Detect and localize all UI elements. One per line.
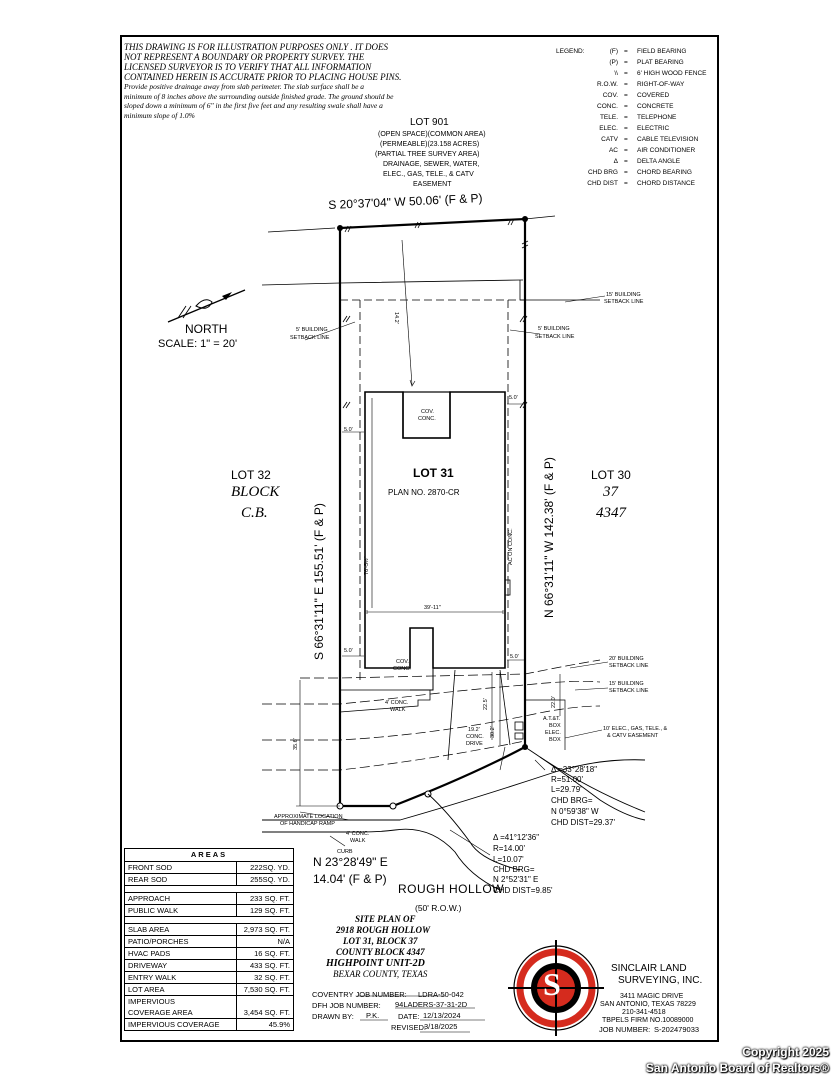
areas-label: ENTRY WALK [125,972,237,983]
street-row: (50' R.O.W.) [415,903,462,913]
lot-901-desc: DRAINAGE, SEWER, WATER, [383,161,480,168]
areas-label: PUBLIC WALK [125,905,237,916]
areas-label: REAR SOD [125,874,237,885]
easement-label: & CATV EASEMENT [607,733,659,739]
ramp-label: APPROXIMATE LOCATION [274,814,343,820]
areas-value: 7,530 SQ. FT. [243,985,290,994]
lot-901-desc: EASEMENT [413,181,452,188]
legend-equals: = [624,81,628,88]
legend-value: CHORD BEARING [637,169,692,176]
copyright-line: Copyright 2025 [742,1045,829,1059]
siteplan-address: 2918 ROUGH HOLLOW [336,925,430,935]
areas-row [125,936,293,948]
job-number-value: S-202479033 [654,1025,700,1034]
legend-value: DELTA ANGLE [637,158,681,165]
areas-label: IMPERVIOUS COVERAGE [125,1019,237,1030]
areas-gap [125,917,293,924]
street-name: ROUGH HOLLOW [398,882,505,896]
cov-conc-label: COV. [421,409,434,415]
curve1-delta: Δ =33°28'18" [551,765,598,774]
areas-row [125,905,293,917]
firm-phone: 210-341-4518 [622,1009,666,1016]
drive-label: DRIVE [466,741,483,747]
areas-row [125,874,293,886]
curve2-radius: R=14.00' [493,844,525,853]
curve1-chord-distance: CHD DIST=29.37' [551,818,615,827]
areas-row [125,972,293,984]
areas-value: 2,973 SQ. FT. [243,925,290,934]
lot-901-desc: (PARTIAL TREE SURVEY AREA) [375,151,480,158]
areas-row [125,948,293,960]
areas-label: APPROACH [125,893,237,904]
setback-label: 5' BUILDING [538,326,570,332]
legend-equals: = [624,180,628,187]
areas-table [124,848,294,1031]
block-label: BLOCK [231,484,280,500]
lot-901-title: LOT 901 [410,117,449,128]
legend-equals: = [624,103,628,110]
legend-key: (F) [609,48,618,55]
copyright-watermark [646,1044,829,1076]
bearing-bottom: N 23°28'49" E [313,855,388,869]
siteplan-county-block: COUNTY BLOCK 4347 [336,947,425,957]
areas-value: 233 SQ. FT. [249,894,290,903]
note-line: minimum slope of 1.0% [124,110,195,120]
curb-label: CURB [337,849,353,855]
date-label: DATE: [398,1012,420,1021]
note-line: Provide positive drainage away from slab perimeter. The slab surface shall be a [124,82,365,91]
lot-901-desc: (PERMEABLE)(23.158 ACRES) [380,141,480,148]
setback-label: SETBACK LINE [604,299,644,305]
bearing-right: N 66°31'11" W 142.38' (F & P) [542,457,556,618]
legend-equals: = [624,92,628,99]
legend-value: PLAT BEARING [637,59,684,66]
firm-address: 3411 MAGIC DRIVE [620,993,684,1000]
att-box-label: BOX [549,723,561,729]
disclaimer-notes [124,42,424,120]
firm-name: SURVEYING, INC. [618,975,703,986]
dim-5-0: 5.0' [510,654,519,660]
legend-key: AC [608,147,618,154]
dim-39: 39'-11" [424,605,441,611]
dim-5-0: 5.0' [344,427,353,433]
dim-5-0: 5.0' [509,395,518,401]
job-number-label: JOB NUMBER: [599,1025,651,1034]
legend-key: R.O.W. [597,81,618,88]
legend-value: TELEPHONE [637,114,677,121]
drive-label: CONC. [466,734,484,740]
drawn-by-value: P.K. [366,1011,380,1020]
dfh-job-label: DFH JOB NUMBER: [312,1001,381,1010]
note-line: LICENSED SURVEYOR IS TO VERIFY THAT ALL INFORMATION [124,62,372,72]
legend-value: CONCRETE [637,103,674,110]
walk-label: WALK [350,838,366,844]
areas-row [125,893,293,905]
legend-key: CHD DIST [587,180,618,187]
setback-label: 5' BUILDING [296,327,328,333]
areas-row [125,862,293,874]
legend-value: RIGHT-OF-WAY [637,81,685,88]
drawn-by-label: DRAWN BY: [312,1012,354,1021]
dim-22-0: 22.0' [551,696,557,708]
setback-label: SETBACK LINE [609,688,649,694]
legend-key: Δ [613,158,618,165]
areas-value: 255SQ. YD. [250,875,290,884]
setback-label: 15' BUILDING [609,681,644,687]
copyright-line: San Antonio Board of Realtors® [645,1061,829,1075]
siteplan-title: SITE PLAN OF [355,914,416,924]
areas-row [125,1019,293,1030]
areas-row [125,960,293,972]
scale-label: SCALE: 1" = 20' [158,338,238,350]
cb-label: C.B. [241,505,268,521]
curve1-chord-bearing-value: N 0°59'38" W [551,807,599,816]
lot-31-plan: PLAN NO. 2870-CR [388,488,460,497]
legend-value: COVERED [637,92,670,99]
legend-title: LEGEND: [556,48,585,55]
block-number: 37 [603,484,618,500]
elec-box-label: BOX [549,737,561,743]
ac-label: AC ON CONC. [508,528,514,565]
legend-value: CHORD DISTANCE [637,180,696,187]
cov-conc-label: CONC. [393,666,411,672]
dim-35-6: 35.6' [293,738,299,750]
north-arrow-icon [168,290,245,322]
areas-label: DRIVEWAY [125,960,237,971]
dim-30-2: 30.2' [490,726,496,738]
setback-label: SETBACK LINE [535,334,575,340]
firm-tbpels: TBPELS FIRM NO.10089000 [602,1017,694,1024]
note-line: NOT REPRESENT A BOUNDARY OR PROPERTY SURVEY. THE [124,52,365,62]
areas-value: 3,454 SQ. FT. [243,1008,290,1017]
curve2-chord-distance: CHD DIST=9.85' [493,886,553,895]
curve2-chord-bearing: CHD BRG= [493,865,535,874]
areas-label: FRONT SOD [125,862,237,873]
areas-label: LOT AREA [125,984,237,995]
walk-label: WALK [390,707,406,713]
areas-value: 32 SQ. FT. [254,973,290,982]
curve2-delta: Δ =41°12'36" [493,833,540,842]
legend-key: \\ [614,70,618,77]
legend-equals: = [624,136,628,143]
legend-equals: = [624,169,628,176]
walk-label: 4' CONC. [385,700,409,706]
bearing-bottom-distance: 14.04' (F & P) [313,872,387,886]
north-label: NORTH [185,322,228,336]
coventry-job-label: COVENTRY JOB NUMBER: [312,990,407,999]
drive-label: 19.2' [468,727,480,733]
lot-901-desc: ELEC., GAS, TELE., & CATV [383,171,474,178]
revised-value: 3/18/2025 [424,1022,458,1031]
areas-title: AREAS [125,849,293,862]
note-line: sloped down a minimum of 6" in the first five feet and any resulting swale shall have a [124,101,383,110]
legend-equals: = [624,125,628,132]
areas-label: SLAB AREA [125,924,237,935]
curve2-length: L=10.07' [493,855,524,864]
legend-equals: = [624,158,628,165]
areas-value: 129 SQ. FT. [249,906,290,915]
curve2-chord-bearing-value: N 2°52'31" E [493,875,539,884]
county-block-number: 4347 [596,505,626,521]
areas-value: 433 SQ. FT. [249,961,290,970]
lot-32-label: LOT 32 [231,468,271,482]
dim-5-0: 5.0' [344,648,353,654]
dim-22-5: 22.5' [483,698,489,710]
areas-value: 16 SQ. FT. [254,949,290,958]
legend-equals: = [624,48,628,55]
ramp-label: OF HANDICAP RAMP [280,821,335,827]
siteplan-lot: LOT 31, BLOCK 37 [343,936,418,946]
firm-name: SINCLAIR LAND [611,963,687,974]
curve1-chord-bearing: CHD BRG= [551,796,593,805]
legend-key: COV. [602,92,618,99]
bearing-top: S 20°37'04" W 50.06' (F & P) [327,190,483,212]
siteplan-subdivision: HIGHPOINT UNIT-2D [326,958,425,969]
areas-value: N/A [277,937,290,946]
legend-value: ELECTRIC [637,125,670,132]
legend-value: AIR CONDITIONER [637,147,696,154]
legend-value: 6' HIGH WOOD FENCE [637,70,707,77]
setback-label: 15' BUILDING [606,292,641,298]
coventry-job-value: LDRA-50-042 [418,990,464,999]
bearing-left: S 66°31'11" E 155.51' (F & P) [312,503,326,660]
areas-value: 45.9% [268,1020,290,1029]
legend-key: CATV [601,136,618,143]
curve1-radius: R=51.00' [551,775,583,784]
areas-row [125,924,293,936]
siteplan-county: BEXAR COUNTY, TEXAS [333,969,428,979]
revised-label: REVISED: [391,1023,427,1032]
areas-row [125,996,293,1019]
note-line: minimum of 8 inches above the surrounding outside finished grade. The ground should be [124,91,394,101]
lot-30-label: LOT 30 [591,468,631,482]
curve1-length: L=29.79' [551,785,582,794]
setback-label: SETBACK LINE [609,663,649,669]
legend-key: ELEC. [599,125,618,132]
areas-label: PATIO/PORCHES [125,936,237,947]
cov-conc-label: CONC. [418,416,436,422]
areas-value: 222SQ. YD. [250,863,290,872]
note-line: CONTAINED HEREIN IS ACCURATE PRIOR TO PLACING HOUSE PINS. [124,72,402,82]
walk-label: 4' CONC. [346,831,370,837]
setback-label: SETBACK LINE [290,335,330,341]
dim-76: 76'-5½" [364,556,370,575]
note-line: THIS DRAWING IS FOR ILLUSTRATION PURPOSES ONLY . IT DOES [124,42,388,52]
firm-address: SAN ANTONIO, TEXAS 78229 [600,1001,696,1008]
legend-value: FIELD BEARING [637,48,687,55]
legend-equals: = [624,59,628,66]
legend-equals: = [624,70,628,77]
legend-key: (P) [609,59,618,66]
dfh-job-value: 94LADERS-37-31-2D [395,1000,468,1009]
lot-31-title: LOT 31 [413,466,454,480]
setback-label: 20' BUILDING [609,656,644,662]
att-box-label: A.T.&T. [543,716,561,722]
house-outline [365,392,505,668]
legend-value: CABLE TELEVISION [637,136,699,143]
areas-gap [125,886,293,893]
dim-14-2: 14.2' [393,312,399,324]
legend-key: TELE. [599,114,618,121]
legend-key: CONC. [597,103,618,110]
areas-label: IMPERVIOUS COVERAGE AREA [125,996,237,1018]
cov-conc-label: COV. [396,659,409,665]
easement-label: 10' ELEC., GAS, TELE., & [603,726,668,732]
lot-901-desc: (OPEN SPACE)(COMMON AREA) [378,131,486,138]
logo-letter: S [543,966,561,1002]
legend-equals: = [624,147,628,154]
date-value: 12/13/2024 [423,1011,461,1020]
elec-box-label: ELEC. [545,730,561,736]
legend-equals: = [624,114,628,121]
legend-key: CHD BRG [588,169,618,176]
areas-row [125,984,293,996]
areas-label: HVAC PADS [125,948,237,959]
